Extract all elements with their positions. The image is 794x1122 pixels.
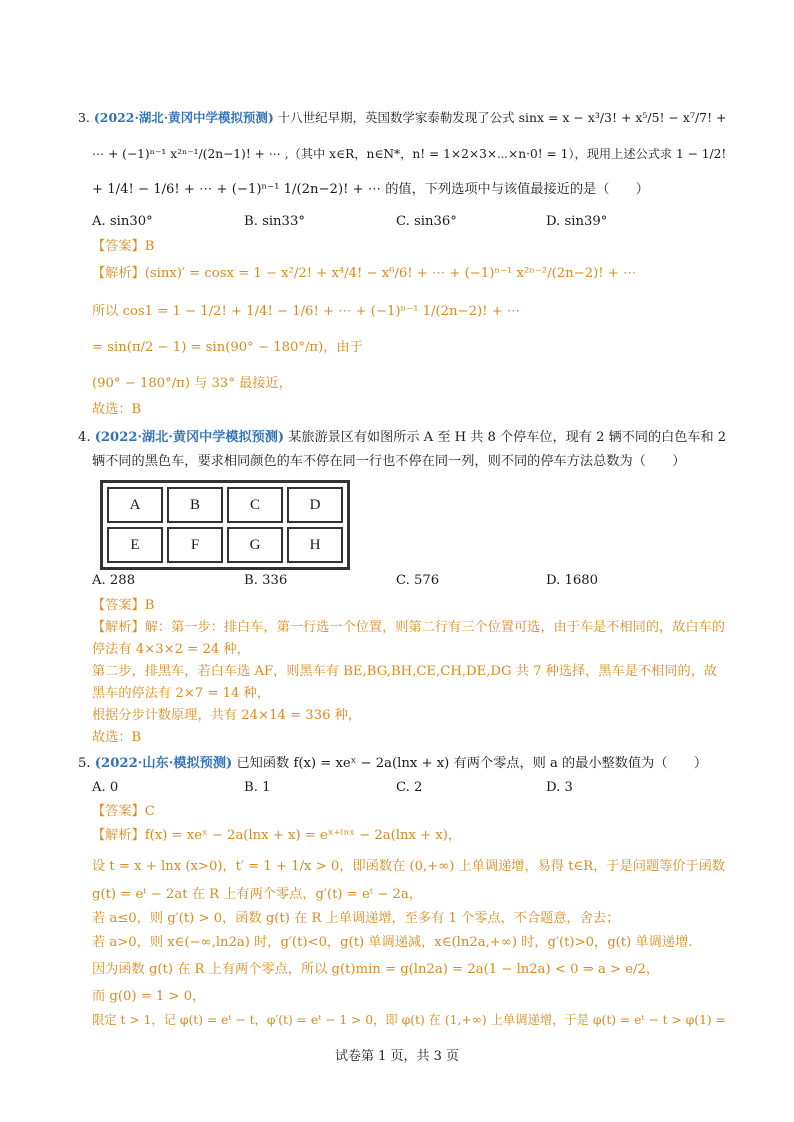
- q3-stem-2: ⋯ + (−1)ⁿ⁻¹ x²ⁿ⁻¹/(2n−1)! + ⋯ ,（其中 x∈R，n∈N*，n! = 1×2×3×⋯×n·0! = 1），现用上述公式求 1 − 1/2!: [92, 147, 727, 161]
- parking-row-2: [107, 527, 343, 563]
- q4-analysis-1: 【解析】解：第一步：排白车，第一行选一个位置，则第二行有三个位置可选，由于车是不相同的，故白车的: [92, 620, 725, 635]
- q4-line-1: [78, 428, 726, 448]
- q3-analysis-2: 所以 cos1 = 1 − 1/2! + 1/4! − 1/6! + ⋯ + (−1)ⁿ⁻¹ 1/(2n−2)! + ⋯: [92, 304, 521, 319]
- q4-source: (2022·湖北·黄冈中学模拟预测): [94, 430, 285, 445]
- parking-space-h: H: [287, 527, 343, 563]
- q4-option-b: B. 336: [244, 573, 288, 588]
- q5-analysis-2: 设 t = x + lnx (x>0)，t′ = 1 + 1/x > 0，即函数在 (0,+∞) 上单调递增，易得 t∈R，于是问题等价于函数: [92, 859, 726, 874]
- q3-analysis-4: (90° − 180°/π) 与 33° 最接近，: [92, 376, 292, 391]
- q5-option-d: D. 3: [546, 780, 573, 795]
- q3-source: (2022·湖北·黄冈中学模拟预测): [93, 110, 274, 125]
- parking-space-b: B: [167, 487, 223, 523]
- page-footer: 试卷第 1 页，共 3 页: [334, 1049, 460, 1064]
- parking-space-f: F: [167, 527, 223, 563]
- q3-option-a: A. sin30°: [92, 214, 153, 229]
- q3-analysis-3: = sin(π/2 − 1) = sin(90° − 180°/π)，由于: [92, 340, 363, 355]
- q5-analysis-4: 若 a≤0，则 g′(t) > 0，函数 g(t) 在 R 上单调递增，至多有 1 个零点，不合题意，舍去；: [92, 911, 620, 926]
- q4-stem-1: 某旅游景区有如图所示 A 至 H 共 8 个停车位，现有 2 辆不同的白色车和 2: [288, 430, 727, 445]
- q4-analysis-2: 停法有 4×3×2 = 24 种，: [92, 642, 250, 657]
- q4-analysis-3: 第二步，排黑车，若白车选 AF，则黑车有 BE,BG,BH,CE,CH,DE,DG 共 7 种选择，黑车是不相同的，故: [92, 664, 718, 679]
- q5-analysis-6: 因为函数 g(t) 在 R 上有两个零点，所以 g(t)min = g(ln2a) = 2a(1 − ln2a) < 0 ⇒ a > e/2，: [92, 962, 660, 977]
- q5-answer: 【答案】C: [92, 804, 155, 819]
- q4-analysis-4: 黑车的停法有 2×7 = 14 种，: [92, 686, 270, 701]
- q3-line-1: [78, 108, 727, 128]
- q4-option-a: A. 288: [92, 573, 136, 588]
- q4-stem-2: 辆不同的黑色车，要求相同颜色的车不停在同一行也不停在同一列，则不同的停车方法总数为（ ）: [92, 454, 686, 469]
- q3-option-b: B. sin33°: [244, 214, 305, 229]
- q3-number: 3.: [78, 110, 90, 125]
- parking-space-c: C: [227, 487, 283, 523]
- q5-analysis-5: 若 a>0，则 x∈(−∞,ln2a) 时，g′(t)<0，g(t) 单调递减，x∈(ln2a,+∞) 时，g′(t)>0，g(t) 单调递增.: [92, 935, 693, 950]
- q4-answer: 【答案】B: [92, 598, 155, 613]
- parking-space-a: A: [107, 487, 163, 523]
- q3-analysis-1: 【解析】(sinx)′ = cosx = 1 − x²/2! + x⁴/4! − x⁶/6! + ⋯ + (−1)ⁿ⁻¹ x²ⁿ⁻²/(2n−2)! + ⋯: [92, 266, 637, 281]
- parking-space-d: D: [287, 487, 343, 523]
- q3-option-d: D. sin39°: [546, 214, 608, 229]
- q3-answer: 【答案】B: [92, 239, 155, 254]
- q3-analysis-5: 故选：B: [92, 402, 142, 417]
- parking-space-e: E: [107, 527, 163, 563]
- q5-option-b: B. 1: [244, 780, 271, 795]
- q3-option-c: C. sin36°: [396, 214, 457, 229]
- q3-stem-3: + 1/4! − 1/6! + ⋯ + (−1)ⁿ⁻¹ 1/(2n−2)! + ⋯ 的值，下列选项中与该值最接近的是（ ）: [92, 182, 649, 197]
- q5-analysis-1: 【解析】f(x) = xeˣ − 2a(lnx + x) = eˣ⁺ˡⁿˣ − 2a(lnx + x)，: [92, 828, 462, 843]
- q5-analysis-3: g(t) = eᵗ − 2at 在 R 上有两个零点，g′(t) = eᵗ − 2a，: [92, 887, 422, 902]
- parking-grid: [100, 480, 350, 570]
- q4-analysis-6: 故选：B: [92, 730, 142, 745]
- q5-source: (2022·山东·模拟预测): [94, 756, 233, 771]
- q4-number: 4.: [78, 430, 91, 445]
- q5-number: 5.: [78, 756, 91, 771]
- q5-analysis-7: 而 g(0) = 1 > 0，: [92, 989, 206, 1004]
- q5-line-1: [78, 754, 707, 774]
- parking-space-g: G: [227, 527, 283, 563]
- q5-stem-1: 已知函数 f(x) = xeˣ − 2a(lnx + x) 有两个零点，则 a 的最小整数值为（ ）: [236, 756, 708, 771]
- q4-analysis-5: 根据分步计数原理，共有 24×14 = 336 种，: [92, 708, 362, 723]
- q4-option-c: C. 576: [396, 573, 440, 588]
- q5-analysis-8: 限定 t > 1，记 φ(t) = eᵗ − t，φ′(t) = eᵗ − 1 > 0，即 φ(t) 在 (1,+∞) 上单调递增，于是 φ(t) = eᵗ − t > φ(1) =: [92, 1013, 726, 1027]
- q4-option-d: D. 1680: [546, 573, 599, 588]
- parking-row-1: [107, 487, 343, 523]
- q5-option-c: C. 2: [396, 780, 423, 795]
- q5-option-a: A. 0: [92, 780, 119, 795]
- q3-stem-1: 十八世纪早期，英国数学家泰勒发现了公式 sinx = x − x³/3! + x⁵/5! − x⁷/7! +: [277, 110, 727, 125]
